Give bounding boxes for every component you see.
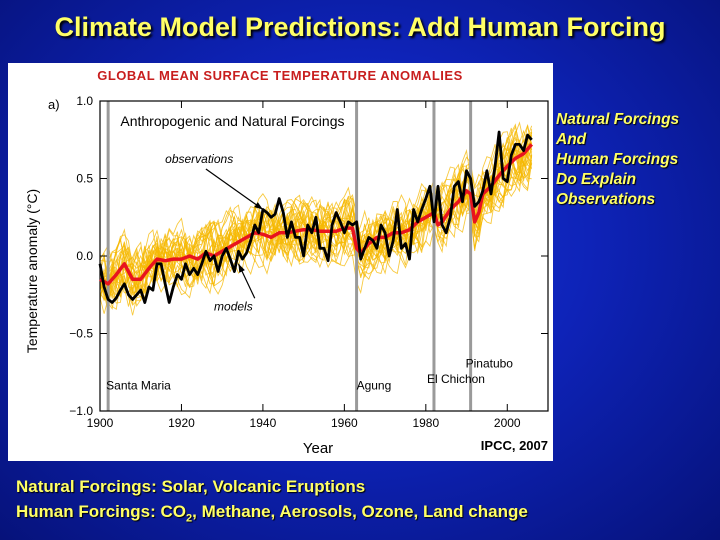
x-axis-label: Year: [302, 440, 334, 457]
y-tick-label: 0.0: [76, 249, 93, 263]
panel-label: a): [48, 97, 60, 112]
temperature-anomaly-chart: [8, 63, 553, 461]
footer-notes: [16, 474, 716, 531]
side-note-line: And: [556, 131, 587, 148]
footer-natural-forcings: Natural Forcings: Solar, Volcanic Eruptions: [16, 477, 366, 496]
side-note-line: Human Forcings: [556, 151, 679, 168]
chart-title: GLOBAL MEAN SURFACE TEMPERATURE ANOMALIES: [97, 68, 463, 83]
chart-panel: [8, 63, 553, 461]
footer-human-forcings: [16, 499, 716, 531]
source-label: IPCC, 2007: [480, 438, 548, 453]
x-tick-label: 1920: [168, 416, 195, 430]
slide-title: Climate Model Predictions: Add Human Forcing: [54, 12, 666, 42]
volcano-label: Pinatubo: [465, 356, 513, 371]
plot-subtitle: Anthropogenic and Natural Forcings: [120, 112, 345, 129]
footer-co2-subscript: 2: [186, 512, 193, 525]
volcano-label: El Chichon: [426, 372, 485, 387]
footer-human-prefix: Human Forcings: CO: [16, 502, 187, 521]
x-tick-label: 2000: [493, 416, 521, 430]
y-tick-label: −0.5: [69, 326, 93, 341]
plot-area: [69, 94, 548, 430]
side-note-line: Natural Forcings: [556, 111, 680, 128]
side-note: [556, 110, 716, 210]
annotation-arrow: [206, 169, 263, 210]
label-models: models: [214, 299, 253, 314]
x-tick-label: 1980: [412, 416, 440, 430]
y-tick-label: −1.0: [69, 404, 93, 418]
annotation-arrowhead: [238, 264, 244, 273]
footer-human-suffix: , Methane, Aerosols, Ozone, Land change: [192, 502, 528, 521]
volcano-label: Agung: [356, 378, 392, 393]
y-axis-label: Temperature anomaly (°C): [24, 188, 40, 354]
x-tick-label: 1900: [86, 416, 114, 430]
volcano-label: Santa Maria: [106, 378, 171, 393]
y-tick-label: 1.0: [76, 94, 93, 108]
label-observations: observations: [165, 152, 234, 166]
x-tick-label: 1940: [249, 416, 277, 430]
side-note-line: Do Explain: [556, 171, 637, 188]
x-tick-label: 1960: [331, 416, 358, 430]
y-tick-label: 0.5: [76, 171, 93, 186]
side-note-line: Observations: [556, 191, 656, 208]
